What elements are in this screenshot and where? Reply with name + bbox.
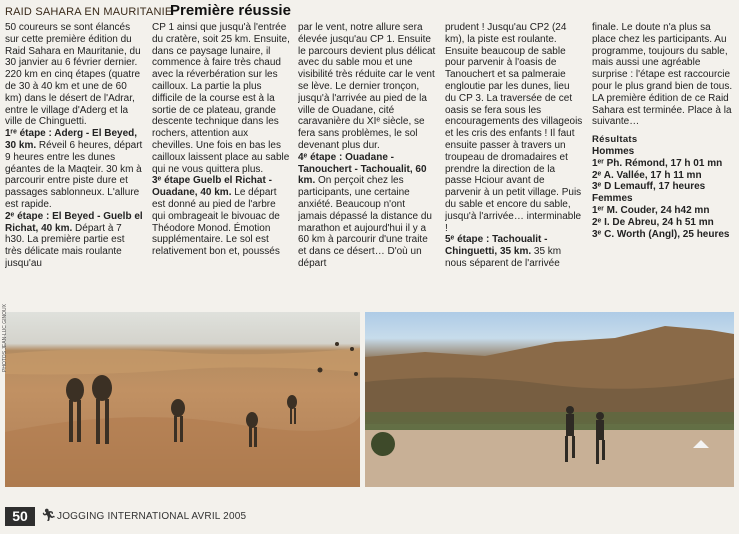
stage-heading: 5ᵉ étape : Tachoualit - Chinguetti, 35 km. (445, 234, 548, 258)
runner-icon: 🏃︎ (41, 508, 57, 522)
stage-heading: 3ᵉ étape Guelb el Richat - Ouadane, 40 km. (152, 175, 272, 199)
para-text: Réveil 6 heures, départ 9 heures entre les dunes géantes de la Maqteir. 30 km à parcourir entre piste dure et passages sablonneux. L'allure est rapide. (5, 139, 143, 210)
text-column-2 (152, 22, 290, 308)
text-column-1 (5, 22, 143, 308)
paragraph (298, 152, 436, 270)
stage-heading: 4ᵉ étape : Ouadane - Tanouchert - Tachoualit, 60 km. (298, 151, 427, 187)
result-line: 2ᵉ A. Vallée, 17 h 11 mn (592, 169, 702, 181)
text-column-4 (445, 22, 583, 308)
para-text: On perçoit chez les participants, une certaine anxiété. Beaucoup n'ont jamais dépassé la distance du marathon et aujourd'hui il y a 60 km à parcourir d'une traite et dans ce désert… D'où un départ (298, 175, 432, 269)
para-text: finale. Le doute n'a plus sa place chez les participants. Au programme, toujours du sable, mais aussi une agréable surprise : l'étape est raccourcie pour le plus grand bien de tous. LA première édition de ce Raid Sahara est terminée. Place à la suivante… (592, 22, 733, 128)
para-text: 50 coureurs se sont élancés sur cette première édition du Raid Sahara en Mauritanie, du 30 janvier au 6 février dernier. 220 km en cinq étapes (quatre de 30 à 40 km et une de 60 km) dans le désert de l'Adrar, entre le village d'Aderg et la ville de Chinguetti. (5, 22, 141, 128)
para-text: Départ à 7 h30. La première partie est très délicate mais roulante jusqu'au (5, 222, 125, 269)
result-line: 2ᵉ I. De Abreu, 24 h 51 mn (592, 216, 714, 228)
photo-credit: PHOTOS JEAN-LUC GINOUX (2, 304, 8, 372)
result-line: 1ᵉʳ M. Couder, 24 h42 mn (592, 204, 710, 216)
page-footer (5, 505, 734, 529)
para-text: prudent ! Jusqu'au CP2 (24 km), la piste est roulante. Ensuite beaucoup de sable pour parvenir à l'oasis de Tanouchert et sa palmeraie engloutie par les dunes, lieu du CP 3. La traversée de cet oasis se fera sous les encouragements des villageois et les cris des enfants ! Il faut ensuite passer à travers un troupeau de dromadaires et prendre la direction de la passe Hciour avant de parvenir à un petit village. Puis du sable et encore du sable, jusqu'à l'arrivée… interminable ! (445, 22, 583, 234)
results-men (592, 146, 734, 193)
paragraph (445, 22, 583, 234)
paragraph (152, 175, 290, 258)
paragraph (5, 22, 143, 128)
article-header (5, 2, 734, 20)
result-line: 3ᵉ D Lemauff, 17 heures (592, 181, 706, 193)
text-column-5 (592, 22, 734, 308)
photo-runners-dunes (5, 312, 360, 487)
magazine-name: JOGGING INTERNATIONAL AVRIL 2005 (57, 511, 247, 522)
results-heading: Résultats (592, 134, 638, 146)
paragraph (445, 234, 583, 269)
page-number: 50 (5, 507, 35, 526)
stage-heading: 2ᵉ étape : El Beyed - Guelb el Richat, 40 km. (5, 210, 143, 234)
paragraph (5, 128, 143, 211)
paragraph (5, 211, 143, 270)
result-line: 1ᵉʳ Ph. Rémond, 17 h 01 mn (592, 157, 723, 169)
women-label: Femmes (592, 193, 633, 205)
para-text: CP 1 ainsi que jusqu'à l'entrée du cratère, soit 25 km. Ensuite, dans ce paysage lunaire, il commence à faire très chaud avec la réverbération sur les cailloux. La partie la plus difficile de la course est à la sortie de ce plateau, grande descente technique dans les rochers, attention aux chevilles. Une fois en bas les cailloux laissent place au sable qui ne vous quittera plus. (152, 22, 290, 175)
article-title: Première réussie (170, 2, 291, 19)
paragraph (152, 22, 290, 175)
result-line: 3ᵉ C. Worth (Angl), 25 heures (592, 228, 730, 240)
photo-illustration (365, 312, 734, 487)
stage-heading: 1ʳᵉ étape : Aderg - El Beyed, 30 km. (5, 128, 138, 151)
photo-runners-plateau (365, 312, 734, 487)
paragraph (298, 22, 436, 152)
men-label: Hommes (592, 145, 635, 157)
text-column-3 (298, 22, 436, 308)
para-text: 35 km nous séparent de l'arrivée (445, 246, 562, 269)
para-text: Le départ est donné au pied de l'arbre qui ombrageait le bivouac de Théodore Monod. Émotion supplémentaire. Le sol est relativement bon et, poussés (152, 187, 280, 258)
paragraph (592, 22, 734, 128)
para-text: par le vent, notre allure sera élevée jusqu'au CP 1. Ensuite le parcours devient plus délicat avec du sable mou et une visibilité très réduite car le vent se lève. Le dernier tronçon, jusqu'à l'arrivée au pied de la ville de Ouadane, cité caravanière du XIᵉ siècle, se fera sans problèmes, le sol devenant plus dur. (298, 22, 436, 151)
article-body (5, 22, 734, 308)
results-women (592, 193, 734, 240)
photo-illustration (5, 312, 360, 487)
rubric-label: RAID SAHARA EN MAURITANIE (5, 6, 173, 18)
